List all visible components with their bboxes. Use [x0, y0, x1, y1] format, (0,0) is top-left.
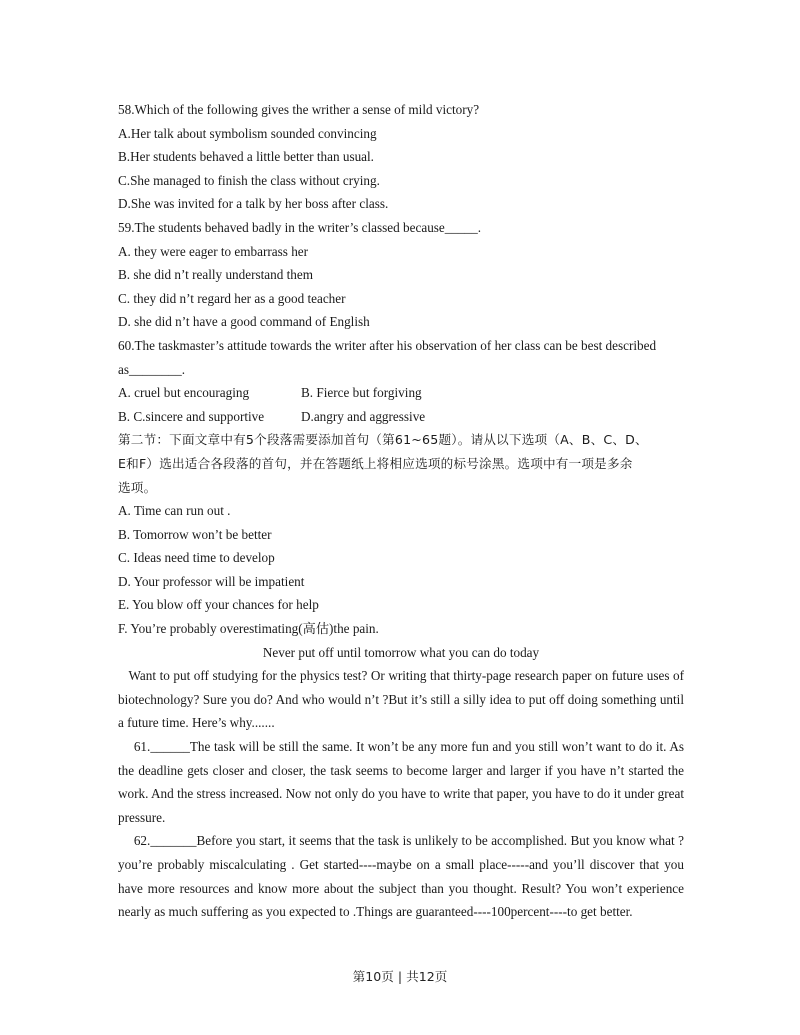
question-60-line-2: as________.: [118, 361, 186, 377]
section2-option-e: E. You blow off your chances for help: [118, 597, 319, 613]
q58-option-d: D.She was invited for a talk by her boss after class.: [118, 196, 389, 212]
page-content: [118, 98, 684, 924]
article-paragraph-intro: Want to put off studying for the physics test? Or writing that thirty-page research paper on future uses of biotechnology? Sure you do? And who would n’t ?But it’s still a silly idea to put off doing something until a future time. Here’s why.......: [118, 668, 684, 731]
q60-options-row-2: [118, 405, 684, 429]
article-paragraph-61: 61.______The task will be still the same. It won’t be any more fun and you still won’t want to do it. As the deadline gets closer and closer, the task seems to become larger and larger if you have n’t started the work. And the stress increased. Now not only do you have to write that paper, you have to do it under great pressure.: [118, 739, 684, 825]
q60-option-d: D.angry and aggressive: [301, 408, 426, 424]
q60-options-row-1: [118, 381, 684, 405]
q60-option-c: B. C.sincere and supportive: [118, 408, 265, 424]
q58-option-c: C.She managed to finish the class without crying.: [118, 172, 380, 188]
q59-option-a: A. they were eager to embarrass her: [118, 243, 309, 259]
question-58: 58.Which of the following gives the writher a sense of mild victory?: [118, 102, 480, 117]
q59-option-d: D. she did n’t have a good command of English: [118, 314, 370, 330]
page-number: 第10页 | 共12页: [352, 969, 448, 984]
section2-instructions-line-1: 第二节：下面文章中有5个段落需要添加首句（第61~65题）。请从以下选项（A、B、C、D、: [118, 432, 648, 448]
question-59: 59.The students behaved badly in the writer’s classed because_____.: [118, 219, 482, 235]
q59-option-b: B. she did n’t really understand them: [118, 267, 313, 283]
section2-option-f: F. You’re probably overestimating(高估)the pain.: [118, 621, 379, 637]
q60-option-a: A. cruel but encouraging: [118, 385, 250, 401]
q60-option-b: B. Fierce but forgiving: [301, 385, 422, 401]
section2-option-d: D. Your professor will be impatient: [118, 573, 305, 589]
q59-option-c: C. they did n’t regard her as a good teacher: [118, 290, 346, 306]
section2-instructions-line-2: E和F）选出适合各段落的首句，并在答题纸上将相应选项的标号涂黑。选项中有一项是多余: [118, 455, 633, 471]
article-paragraph-62: 62._______Before you start, it seems that the task is unlikely to be accomplished. But you know what ?you’re probably miscalculating . Get started----maybe on a small place-----and you’ll discover that you have more resources and know more about the subject than you thought. Result? You won’t experience nearly as much suffering as you expected to .Things are guaranteed----100percent----to get better.: [118, 833, 684, 920]
question-60-line-1: 60.The taskmaster’s attitude towards the writer after his observation of her class can be best described: [118, 337, 657, 353]
article-title: Never put off until tomorrow what you can do today: [262, 644, 540, 660]
section2-option-a: A. Time can run out .: [118, 503, 231, 519]
q58-option-b: B.Her students behaved a little better than usual.: [118, 149, 374, 165]
q58-option-a: A.Her talk about symbolism sounded convincing: [118, 125, 377, 141]
section2-option-c: C. Ideas need time to develop: [118, 550, 275, 566]
section2-instructions-line-3: 选项。: [118, 479, 157, 495]
section2-option-b: B. Tomorrow won’t be better: [118, 526, 272, 542]
